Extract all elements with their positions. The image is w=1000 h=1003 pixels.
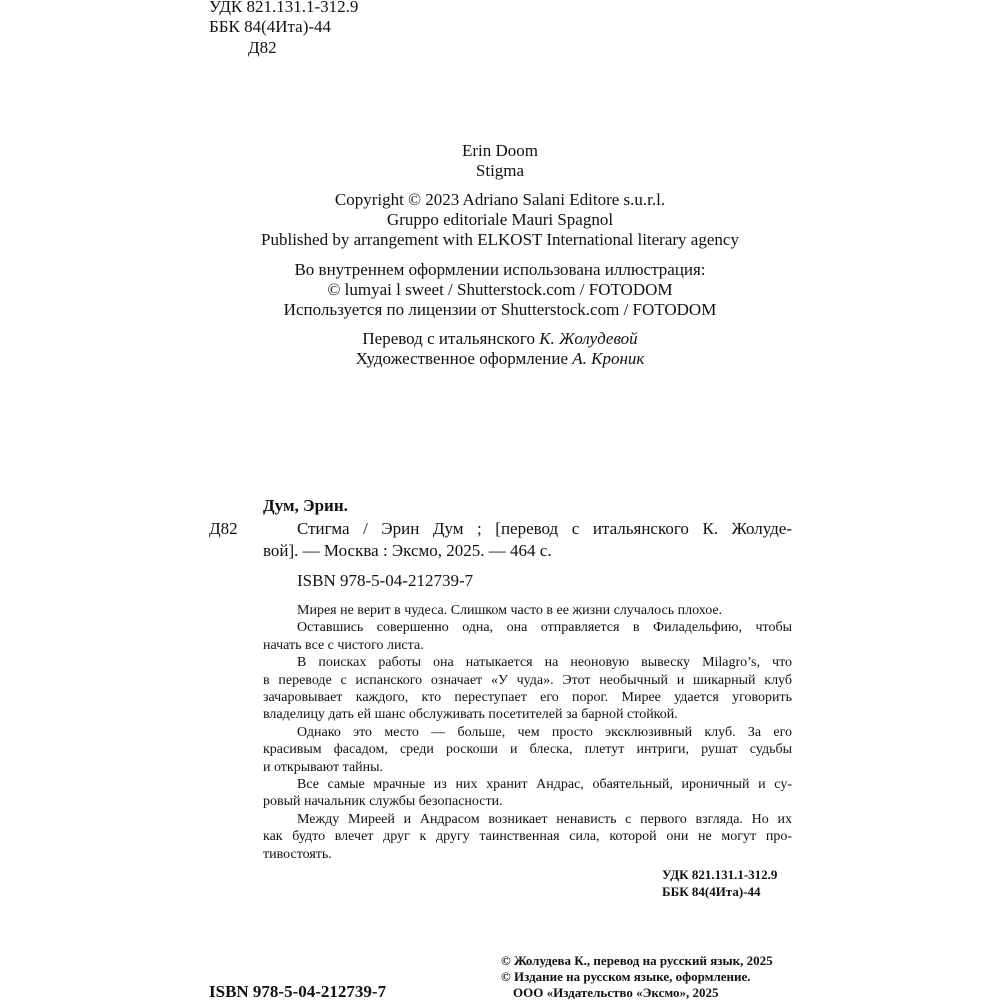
annotation-line: Между Миреей и Андрасом возникает ненависть с первого взгляда. Но их (297, 811, 792, 827)
design-label: Художественное оформление (355, 349, 573, 368)
bib-line: вой]. — Москва : Эксмо, 2025. — 464 с. (263, 541, 552, 560)
bbk-code-bottom: ББК 84(4Ита)-44 (662, 884, 761, 899)
translator-name: К. Жолудевой (539, 329, 638, 348)
footer-copyright-translation: © Жолудева К., перевод на русский язык, 2025 (501, 953, 773, 968)
bib-line: Стигма / Эрин Дум ; [перевод с итальянского К. Жолуде- (297, 519, 792, 538)
annotation-line: зачаровывает каждого, кто переступает его порог. Мирее удается уговорить (263, 690, 792, 706)
illustration-line: Во внутреннем оформлении использована иллюстрация: (294, 260, 706, 279)
original-author: Erin Doom (461, 141, 539, 160)
bib-isbn: ISBN 978-5-04-212739-7 (297, 571, 474, 590)
designer-name: А. Кроник (572, 349, 645, 368)
footer-isbn: ISBN 978-5-04-212739-7 (209, 982, 387, 1001)
illustration-line: © lumyai l sweet / Shutterstock.com / FOTODOM (327, 280, 673, 299)
annotation-line: ровый начальник службы безопасности. (263, 794, 503, 810)
copyright-line: Gruppo editoriale Mauri Spagnol (386, 210, 614, 229)
annotation-line: как будто влечет друг к другу таинственная сила, которой они не могут про- (263, 829, 792, 845)
annotation-line: Все самые мрачные из них хранит Андрас, обаятельный, ироничный и су- (297, 777, 792, 793)
original-title: Stigma (475, 161, 525, 180)
bib-heading: Дум, Эрин. (263, 496, 348, 515)
annotation-line: Мирея не верит в чудеса. Слишком часто в ее жизни случалось плохое. (297, 603, 723, 618)
author-mark-top: Д82 (248, 38, 277, 57)
annotation-line: красивым фасадом, среди роскоши и блеска, плетут интриги, рушат судьбы (263, 742, 792, 758)
annotation-line: Оставшись совершенно одна, она отправляется в Филадельфию, чтобы (297, 620, 792, 636)
annotation-line: В поисках работы она натыкается на неоновую вывеску Milagro’s, что (297, 655, 792, 671)
udk-code-top: УДК 821.131.1-312.9 (209, 0, 359, 16)
udk-code-bottom: УДК 821.131.1-312.9 (662, 867, 778, 882)
footer-publisher: ООО «Издательство «Эксмо», 2025 (513, 985, 719, 1000)
design-credit (0, 348, 1000, 370)
annotation-line: Однако это место — больше, чем просто эксклюзивный клуб. За его (297, 724, 792, 740)
annotation (263, 602, 792, 863)
footer-copyright-edition: © Издание на русском языке, оформление. (501, 969, 751, 984)
annotation-line: и открывают тайны. (263, 759, 384, 775)
annotation-line: владелицу дать ей шанс обслуживать посетителей за барной стойкой. (263, 707, 678, 723)
bib-author-mark: Д82 (209, 519, 238, 538)
annotation-line: тивостоять. (263, 846, 332, 862)
bbk-code-top: ББК 84(4Ита)-44 (209, 17, 332, 36)
annotation-line: начать все с чистого листа. (263, 637, 424, 653)
translation-label: Перевод с итальянского (362, 329, 540, 348)
annotation-line: в переводе с испанского означает «У чуда». Этот необычный и шикарный клуб (263, 672, 792, 688)
copyright-line: Copyright © 2023 Adriano Salani Editore s.u.r.l. (334, 190, 666, 209)
illustration-line: Используется по лицензии от Shutterstock.com / FOTODOM (283, 300, 717, 319)
copyright-line: Published by arrangement with ELKOST International literary agency (261, 230, 739, 249)
translation-credit (0, 328, 1000, 350)
bib-record (263, 518, 792, 562)
